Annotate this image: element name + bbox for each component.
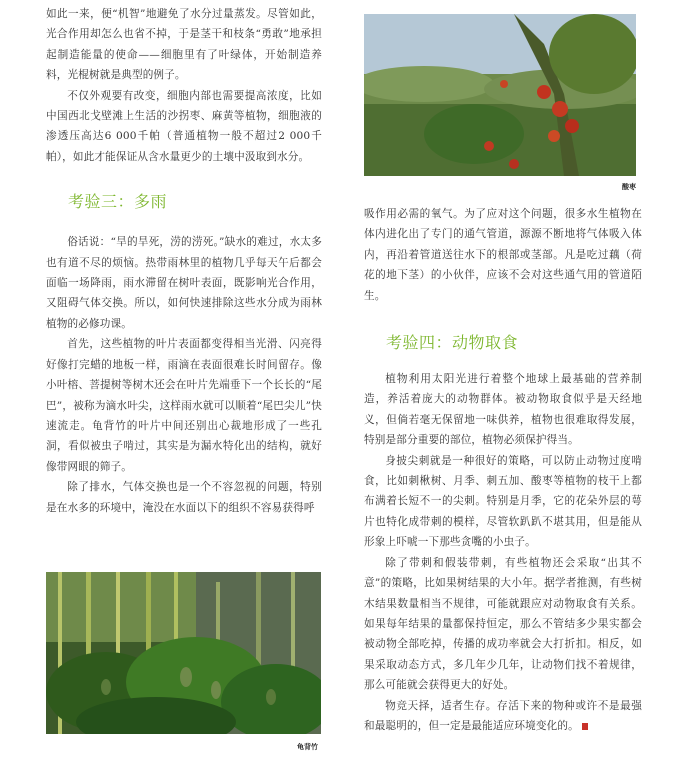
paragraph: 除了排水，气体交换也是一个不容忽视的问题，特别是在水多的环境中，淹没在水面以下的组织不容易获得呼 <box>46 481 322 514</box>
photo-caption: 龟背竹 <box>297 743 318 751</box>
section-heading-animals: 考验四：动物取食 <box>386 333 519 353</box>
paragraph: 植物利用太阳光进行着整个地球上最基础的营养制造，养活着庞大的动物群体。被动物取食似乎是天经地义，但倘若毫无保留地一味供养，植物也很难取得发展，特别是部分重要的部位，植物必须保护得当。 <box>364 373 642 447</box>
paragraph: 首先，这些植物的叶片表面都变得相当光滑、闪亮得好像打完蜡的地板一样，雨滴在表面很难长时间留存。像小叶榕、菩提树等树木还会在叶片先端垂下一个长长的“尾巴”，被称为滴水叶尖，这样雨水就可以顺着“尾巴尖儿”快速流走。龟背竹的叶片中间还别出心裁地形成了一些孔洞，看似被虫子啃过，其实是为漏水特化出的结构，就好像带网眼的筛子。 <box>46 338 322 473</box>
monstera-photo <box>46 572 321 734</box>
paragraph <box>364 696 642 737</box>
jujube-photo <box>364 14 636 176</box>
photo-caption: 酸枣 <box>622 183 636 191</box>
paragraph: 如此一来，便“机智”地避免了水分过量蒸发。尽管如此，光合作用却怎么也省不掉，于是茎干和枝条“勇敢”地承担起制造能量的使命——细胞里有了叶绿体，开始制造养料，光棍树就是典型的例子。 <box>46 8 322 82</box>
paragraph: 俗话说：“旱的旱死，涝的涝死。”缺水的难过，水太多也有道不尽的烦恼。热带雨林里的植物几乎每天午后都会面临一场降雨，雨水滞留在树叶表面，既影响光合作用，又阻碍气体交换。所以，如何快速排除这些水分成为雨林植物的必修功课。 <box>46 236 322 330</box>
paragraph: 不仅外观要有改变，细胞内部也需要提高浓度，比如中国西北戈壁滩上生活的沙拐枣、麻黄等植物，细胞液的渗透压高达6 000千帕（普通植物一般不超过2 000千帕），如此才能保证从含水量更少的土壤中汲取到水分。 <box>46 89 322 163</box>
right-column <box>364 204 642 736</box>
left-column <box>46 4 322 518</box>
section-heading-rain: 考验三：多雨 <box>68 192 168 212</box>
paragraph: 除了带刺和假装带刺，有些植物还会采取“出其不意”的策略，比如果树结果的大小年。据学者推测，有些树木结果数量相当不规律，可能就跟应对动物取食有关系。如果每年结果的量都保持恒定，那么不管结多少果实都会被动物全部吃掉，传播的成功率就会大打折扣。相反，如果采取动态方式，多几年少几年，让动物们找不着规律，那么可能就会获得更大的好处。 <box>364 556 642 692</box>
end-mark-icon <box>582 723 588 730</box>
closing-text: 物竞天择，适者生存。存活下来的物种或许不是最强和最聪明的，但一定是最能适应环境变化的。 <box>364 699 642 732</box>
paragraph: 吸作用必需的氧气。为了应对这个问题，很多水生植物在体内进化出了专门的通气管道，源源不断地将气体吸入体内，再沿着管道送往水下的根部或茎部。凡是吃过藕（荷花的地下茎）的小伙伴，应该不会对这些通气用的管道陌生。 <box>364 208 642 302</box>
paragraph: 身披尖刺就是一种很好的策略，可以防止动物过度啃食，比如刺楸树、月季、刺五加、酸枣等植物的枝干上都布满着长短不一的尖刺。特别是月季，它的花朵外层的萼片也特化成带刺的模样，尽管软趴趴不堪其用，但是能从形象上吓唬一下那些贪嘴的小虫子。 <box>364 454 642 549</box>
